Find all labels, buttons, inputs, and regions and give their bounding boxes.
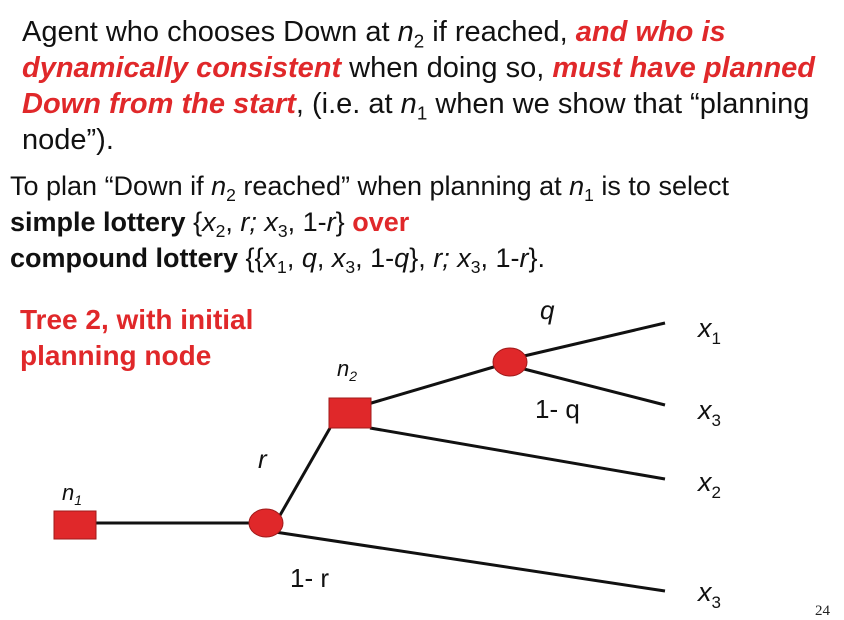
emphasis-dynamic-consistency: and who is dynamically consistent [22,16,726,84]
var-n: n [211,171,227,201]
text: when we show that “planning node”). [22,88,810,156]
page-number: 24 [815,603,830,619]
text: , (i.e. at [295,88,401,120]
var-q: q [301,243,317,273]
decision-node-n1 [54,511,96,539]
compound-lottery-label: compound lottery [10,243,238,273]
chance-node-q [493,348,527,376]
decision-node-n2 [329,398,371,428]
sub: 3 [345,257,356,278]
text: when doing so, [341,52,553,84]
var-x: x [264,207,278,237]
var-x: x [263,243,278,273]
var-r: r [519,243,529,273]
var-x: x [202,207,216,237]
edge-chance-x3 [275,532,665,591]
sub: 2 [226,185,236,206]
text: Agent who chooses Down at [22,16,398,48]
var-r: r; [433,243,450,273]
text: {{ [238,243,264,273]
edge-chance2-x1 [524,323,665,356]
node-n1-label: $n_1$ [62,480,83,508]
emphasis-planned-down: must have planned Down from the start [22,52,815,120]
edge-chance-n2 [279,428,330,517]
var-x: x [457,243,471,273]
outcome-x1-label: $x_1$ [698,313,721,348]
var-x: x [331,243,346,273]
text: , [316,243,332,273]
sub: 3 [277,221,288,242]
simple-lottery-label: simple lottery [10,207,186,237]
sub: 1 [277,257,287,278]
outcome-x3-upper-label: $x_3$ [698,395,721,430]
text: { [185,207,203,237]
text: reached” when planning at [235,171,570,201]
text: } [335,207,345,237]
edge-n2-x2 [370,428,665,479]
text: , 1- [355,243,395,273]
node-n2-label: $n_2$ [337,356,358,384]
text: if reached, [424,16,576,48]
var-r: r; [240,207,257,237]
outcome-x3-lower-label: $x_3$ [698,577,721,612]
text: }, [409,243,434,273]
sub: 3 [470,257,481,278]
sub: 2 [413,30,425,52]
sub: 1 [416,102,428,124]
var-q: q [394,243,410,273]
prob-1-minus-q-label: 1- q [535,394,580,424]
tree-title-line2: planning node [20,340,212,371]
text: , 1- [287,207,327,237]
edge-n2-chance2 [368,366,497,404]
text: , [286,243,302,273]
text: is to select [593,171,729,201]
text: To plan “Down if [10,171,212,201]
outcome-x2-label: $x_2$ [698,467,721,502]
var-r: r [326,207,336,237]
var-n: n [569,171,585,201]
chance-node-r [249,509,283,537]
over-keyword: over [344,207,410,237]
sub: 1 [584,185,594,206]
prob-r-label: r [258,444,267,474]
tree-title-line1: Tree 2, with initial [20,304,254,335]
text: , 1- [480,243,520,273]
sub: 2 [215,221,226,242]
prob-1-minus-r-label: 1- r [290,563,329,593]
var-n: n [397,16,414,48]
text: , [225,207,241,237]
text: }. [528,243,546,273]
prob-q-label: q [540,295,555,325]
var-n: n [400,88,417,120]
